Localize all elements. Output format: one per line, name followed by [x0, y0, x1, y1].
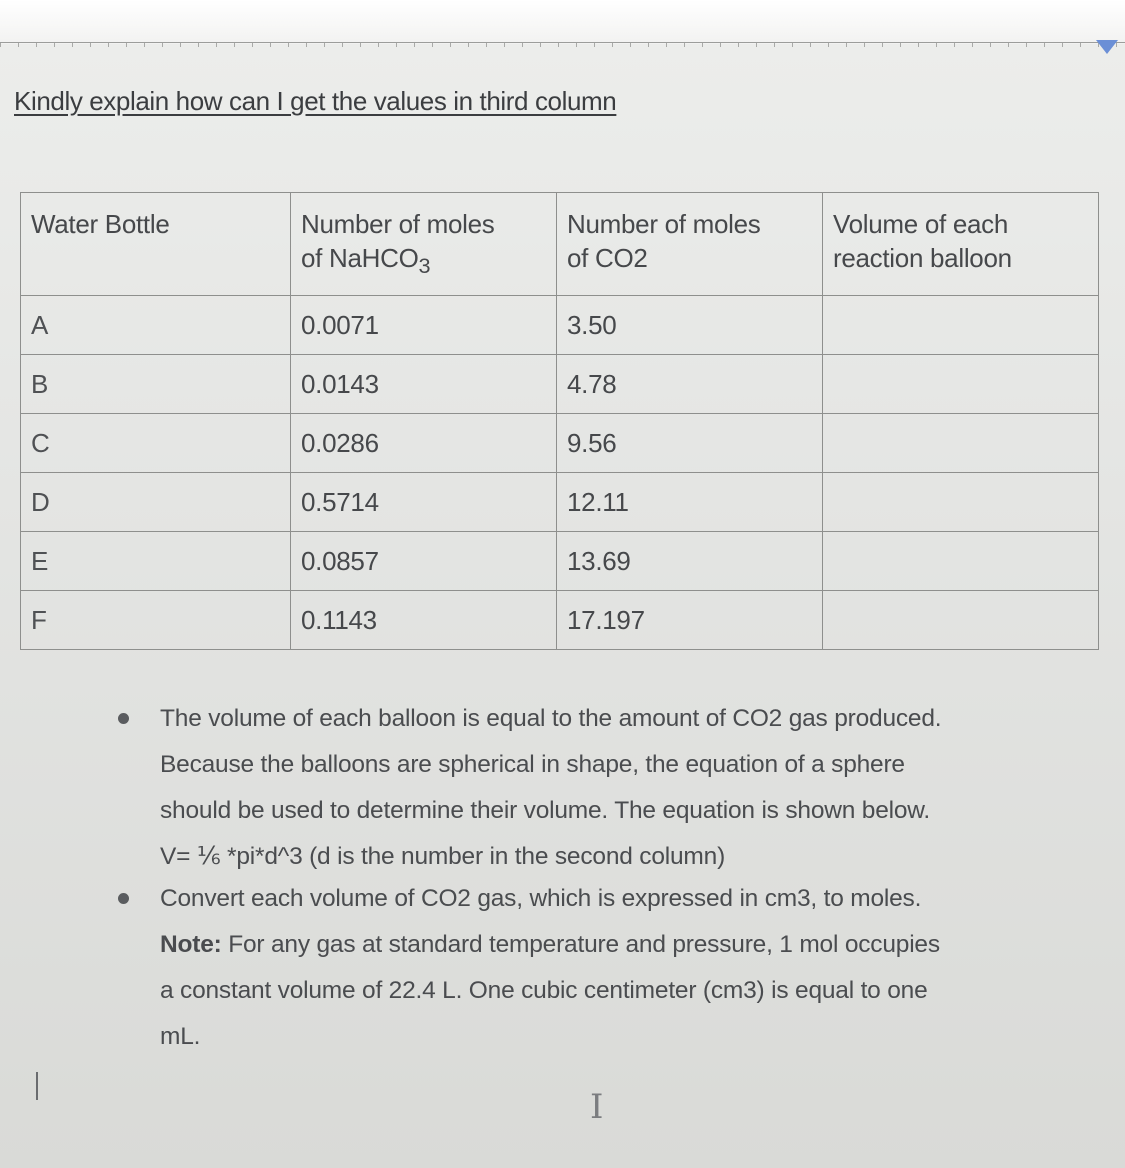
- ruler: [0, 42, 1125, 47]
- table-row: [21, 355, 1099, 414]
- cell-volume[interactable]: [823, 473, 1099, 532]
- top-margin: [0, 0, 1125, 44]
- bullet-icon: [118, 713, 129, 724]
- cell-co2: 13.69: [557, 532, 823, 591]
- instructions-list: [118, 696, 1058, 1060]
- header-balloon-volume: Volume of each reaction balloon: [823, 193, 1099, 296]
- ruler-indent-marker[interactable]: [1096, 40, 1118, 54]
- header-moles-nahco3: Number of moles of NaHCO$_3$: [291, 193, 557, 296]
- cell-bottle: E: [21, 532, 291, 591]
- note-label: Note:: [160, 931, 222, 958]
- header-moles-co2: Number of moles of CO2: [557, 193, 823, 296]
- cell-co2: 4.78: [557, 355, 823, 414]
- cell-nahco3: 0.0071: [291, 296, 557, 355]
- cell-volume[interactable]: [823, 532, 1099, 591]
- cell-co2: 12.11: [557, 473, 823, 532]
- cell-nahco3: 0.0286: [291, 414, 557, 473]
- ibeam-cursor-icon: I: [590, 1087, 604, 1127]
- bullet-icon: [118, 893, 129, 904]
- cell-volume[interactable]: [823, 591, 1099, 650]
- question-text: Kindly explain how can I get the values in third column: [14, 86, 617, 116]
- list-item: Convert each volume of CO2 gas, which is expressed in cm3, to moles. Note: For any gas at standard temperature and pressure, 1 mol occupies a constant volume of 22.4 L. One cubic centimeter (cm3) is equal to one mL.: [118, 876, 1058, 1060]
- cell-bottle: B: [21, 355, 291, 414]
- list-item: The volume of each balloon is equal to the amount of CO2 gas produced. Because the balloons are spherical in shape, the equation of a sphere should be used to determine their volume. The equation is shown below. V= ⅙ *pi*d^3 (d is the number in the second column): [118, 696, 1058, 880]
- cell-nahco3: 0.1143: [291, 591, 557, 650]
- cell-bottle: D: [21, 473, 291, 532]
- cell-bottle: C: [21, 414, 291, 473]
- cell-nahco3: 0.0857: [291, 532, 557, 591]
- cell-co2: 3.50: [557, 296, 823, 355]
- cell-nahco3: 0.5714: [291, 473, 557, 532]
- table-row: [21, 414, 1099, 473]
- cell-bottle: F: [21, 591, 291, 650]
- cell-volume[interactable]: [823, 355, 1099, 414]
- table-row: [21, 591, 1099, 650]
- table-header-row: [21, 193, 1099, 296]
- cell-co2: 17.197: [557, 591, 823, 650]
- table-row: [21, 532, 1099, 591]
- cell-volume[interactable]: [823, 414, 1099, 473]
- table-row: [21, 473, 1099, 532]
- cell-nahco3: 0.0143: [291, 355, 557, 414]
- cell-co2: 9.56: [557, 414, 823, 473]
- text-caret: [36, 1072, 38, 1100]
- table-row: [21, 296, 1099, 355]
- header-water-bottle: Water Bottle: [21, 193, 291, 296]
- cell-volume[interactable]: [823, 296, 1099, 355]
- cell-bottle: A: [21, 296, 291, 355]
- data-table: [20, 192, 1099, 650]
